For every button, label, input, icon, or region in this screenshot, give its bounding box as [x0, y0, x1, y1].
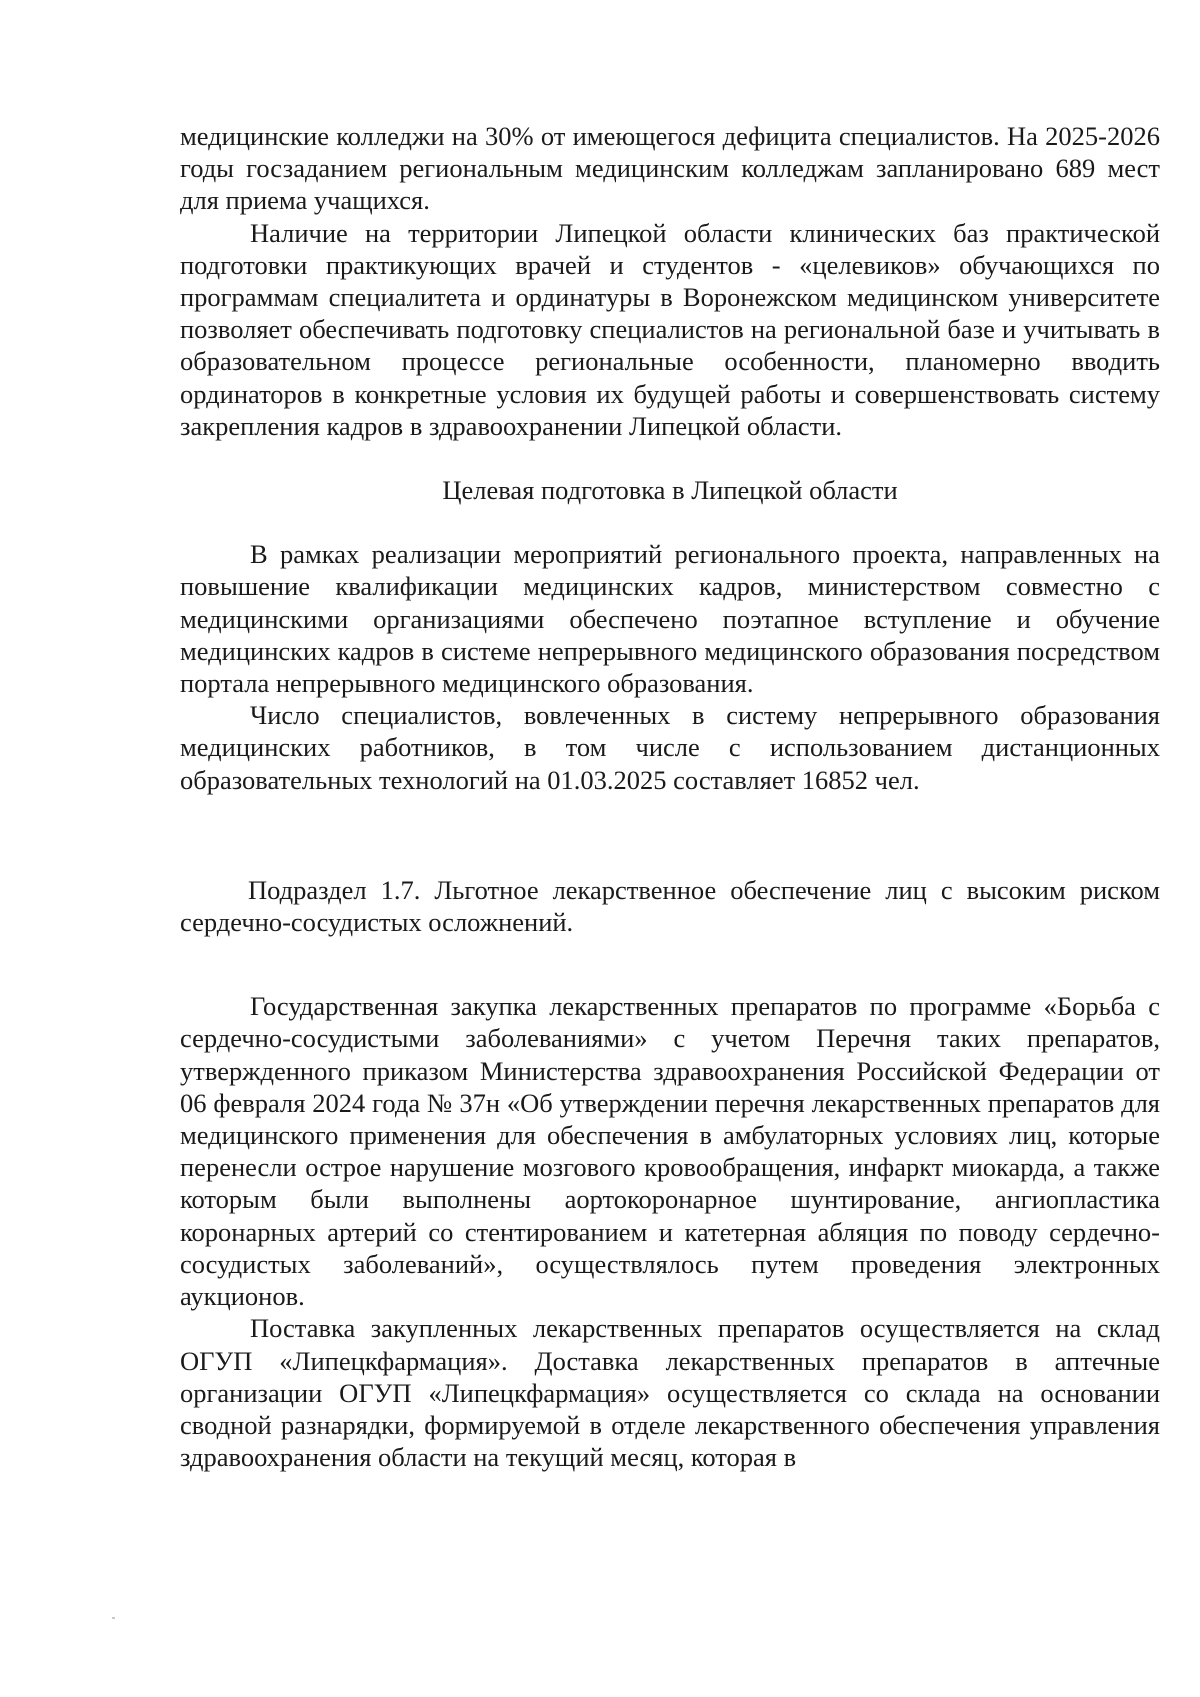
subsection-heading: Подраздел 1.7. Льготное лекарственное обеспечение лиц с высоким риском сердечно-сосудистых осложнений. [180, 874, 1160, 938]
paragraph-procurement: Государственная закупка лекарственных препаратов по программе «Борьба с сердечно-сосудистыми заболеваниями» с учетом Перечня таких препаратов, утвержденного приказом Министерства здравоохранения Российской Федерации от 06 февраля 2024 года № 37н «Об утверждении перечня лекарственных препаратов для медицинского применения для обеспечения в амбулаторных условиях лиц, которые перенесли острое нарушение мозгового кровообращения, инфаркт миокарда, а также которым были выполнены аортокоронарное шунтирование, ангиопластика коронарных артерий со стентированием и катетерная абляция по поводу сердечно-сосудистых заболеваний», осуществлялось путем проведения электронных аукционов. [180, 991, 1160, 1312]
scan-artifact [112, 1617, 115, 1619]
paragraph-specialists-count: Число специалистов, вовлеченных в систему непрерывного образования медицинских работников, в том числе с использованием дистанционных образовательных технологий на 01.03.2025 составляет 16852 чел. [180, 700, 1160, 795]
section-heading: Целевая подготовка в Липецкой области [442, 475, 898, 506]
document-page [180, 120, 1160, 1473]
paragraph-clinical-bases: Наличие на территории Липецкой области клинических баз практической подготовки практикующих врачей и студентов - «целевиков» обучающихся по программам специалитета и ординатуры в Воронежском медицинском университете позволяет обеспечивать подготовку специалистов на региональной базе и учитывать в образовательном процессе региональные особенности, планомерно вводить ординаторов в конкретные условия их будущей работы и совершенствовать систему закрепления кадров в здравоохранении Липецкой области. [180, 217, 1160, 441]
paragraph-continuation: медицинские колледжи на 30% от имеющегося дефицита специалистов. На 2025-2026 годы госзаданием региональным медицинским колледжам запланировано 689 мест для приема учащихся. [180, 121, 1160, 216]
paragraph-regional-project: В рамках реализации мероприятий регионального проекта, направленных на повышение квалификации медицинских кадров, министерством совместно с медицинскими организациями обеспечено поэтапное вступление и обучение медицинских кадров в системе непрерывного медицинского образования посредством портала непрерывного медицинского образования. [180, 539, 1160, 699]
paragraph-delivery: Поставка закупленных лекарственных препаратов осуществляется на склад ОГУП «Липецкфармация». Доставка лекарственных препаратов в аптечные организации ОГУП «Липецкфармация» осуществляется со склада на основании сводной разнарядки, формируемой в отделе лекарственного обеспечения управления здравоохранения области на текущий месяц, которая в [180, 1313, 1160, 1473]
